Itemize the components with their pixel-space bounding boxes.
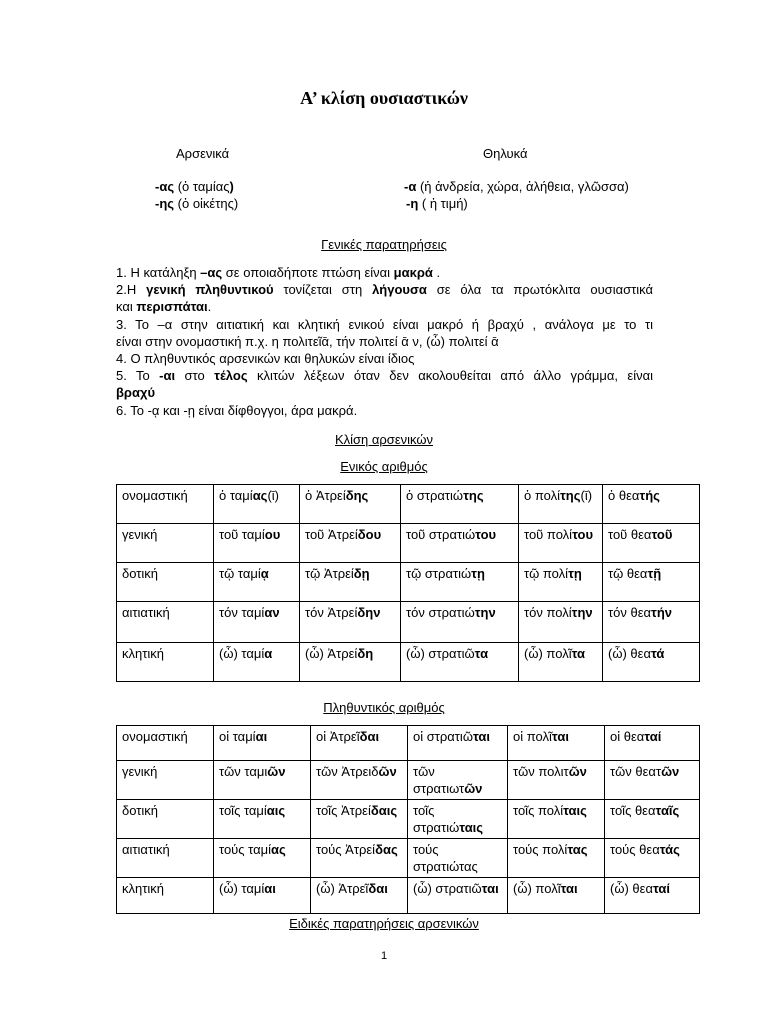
text-run: ὁ θεα (608, 488, 640, 503)
text-run: κλητική (122, 881, 164, 896)
bold-text: δαι (359, 729, 380, 744)
text-run: τῶν στρατιωτ (413, 764, 465, 796)
table-cell (214, 839, 311, 878)
bold-text: τα (571, 646, 586, 661)
text-run: τοῖς θεα (610, 803, 656, 818)
masculine-heading: Αρσενικά (176, 146, 230, 161)
masculine-ending-1 (155, 178, 238, 195)
text-run: 2.Η (116, 282, 147, 298)
bold-text: τα (474, 646, 489, 661)
text-run: (ὦ) πολῖ (513, 881, 561, 896)
text-run: (ὦ) Ἀτρεῖ (316, 881, 369, 896)
text-run: τόν στρατιώ (406, 605, 475, 620)
table-row (117, 726, 700, 761)
text-run: τούς θεα (610, 842, 660, 857)
table-cell (408, 800, 508, 839)
bold-text: τέλος (214, 368, 248, 384)
text-run: τοῦ ταμί (219, 527, 265, 542)
text-run: οἱ θεα (610, 729, 645, 744)
text-run: τῶν ταμι (219, 764, 268, 779)
bold-text: του (475, 527, 497, 542)
bold-text: ῶν (661, 764, 680, 779)
bold-text: ῶν (464, 781, 483, 796)
text-run: τοῦ Ἀτρεί (305, 527, 358, 542)
bold-text: της (463, 488, 484, 503)
text-run: και (116, 299, 137, 315)
text-run: τοῖς ταμί (219, 803, 267, 818)
text-run: τόν θεα (608, 605, 652, 620)
text-run: (ἡ ἀνδρεία, χώρα, ἀλήθεια, γλῶσσα) (416, 179, 629, 194)
bold-text: ταῖς (655, 803, 680, 818)
text-run: (ὦ) ταμί (219, 646, 265, 661)
text-run: δοτική (122, 803, 159, 818)
page-number: 1 (380, 950, 388, 962)
masculine-endings (155, 178, 238, 212)
bold-text: ται (551, 729, 569, 744)
bold-text: την (474, 605, 496, 620)
table-cell (401, 524, 519, 563)
text-run: ὁ ταμί (219, 488, 253, 503)
table-cell (214, 602, 300, 643)
text-run: στο (175, 368, 215, 384)
bold-text: τῃ (471, 566, 485, 581)
table-cell (603, 602, 700, 643)
table-cell (519, 643, 603, 682)
table-cell (605, 800, 700, 839)
text-run: (ὁ ταμίας (174, 179, 230, 194)
bold-text: δας (375, 842, 398, 857)
text-run: τῷ Ἀτρεί (305, 566, 354, 581)
text-run: κλητική (122, 646, 164, 661)
table-row (117, 563, 700, 602)
table-cell (300, 485, 401, 524)
singular-heading: Ενικός αριθμός (340, 459, 428, 474)
table-cell (311, 726, 408, 761)
text-run: τόν Ἀτρεί (305, 605, 358, 620)
text-run: 4. Ο πληθυντικός αρσενικών και θηλυκών είναι ίδιος (116, 351, 415, 367)
text-run: τοῦ θεα (608, 527, 652, 542)
bold-text: ται (481, 881, 499, 896)
table-cell (214, 643, 300, 682)
table-cell (519, 602, 603, 643)
bold-text: ου (264, 527, 281, 542)
text-run: ονομαστική (122, 729, 188, 744)
bold-text: περισπάται (136, 299, 208, 315)
table-cell (214, 726, 311, 761)
plural-table (116, 725, 700, 914)
table-cell (519, 485, 603, 524)
text-run: τῷ ταμί (219, 566, 261, 581)
case-label-cell (117, 761, 214, 800)
text-run: 5. Το (116, 368, 160, 384)
table-row (117, 602, 700, 643)
text-run: τῶν Ἀτρειδ (316, 764, 379, 779)
text-run: δοτική (122, 566, 159, 581)
bold-text: βραχύ (116, 385, 156, 401)
bold-text: ταις (563, 803, 587, 818)
text-run: (ὦ) Ἀτρεί (305, 646, 358, 661)
bold-text: αι (264, 881, 276, 896)
text-run: 6. Το -ᾳ και -ῃ είναι δίφθογγοι, άρα μακρά. (116, 402, 358, 418)
table-cell (605, 761, 700, 800)
table-cell (214, 878, 311, 914)
bold-text: τά (650, 646, 665, 661)
table-row (117, 524, 700, 563)
table-cell (508, 761, 605, 800)
special-observations-heading: Ειδικές παρατηρήσεις αρσενικών (289, 916, 479, 931)
text-run: οἱ Ἀτρεῖ (316, 729, 360, 744)
case-label-cell (117, 839, 214, 878)
table-cell (214, 485, 300, 524)
case-label-cell (117, 643, 214, 682)
text-run: (ὁ οἰκέτης) (174, 196, 239, 211)
text-run: τούς ταμί (219, 842, 272, 857)
bold-text: αν (264, 605, 280, 620)
table-cell (311, 800, 408, 839)
bold-text: δου (357, 527, 382, 542)
text-run: τονίζεται στη (273, 282, 373, 298)
bold-text: δην (357, 605, 381, 620)
text-run: τῷ θεα (608, 566, 648, 581)
table-cell (401, 602, 519, 643)
table-cell (214, 761, 311, 800)
document-title: Α’ κλίση ουσιαστικών (300, 88, 468, 108)
text-run: αιτιατική (122, 605, 170, 620)
table-cell (408, 878, 508, 914)
observation-line (116, 367, 653, 384)
observations-list (116, 264, 653, 419)
table-cell (401, 485, 519, 524)
bold-text: τοῦ (651, 527, 673, 542)
table-cell (300, 524, 401, 563)
case-label-cell (117, 563, 214, 602)
text-run: οἱ ταμί (219, 729, 256, 744)
text-run: (ὦ) στρατιῶ (413, 881, 482, 896)
feminine-ending-1 (404, 178, 629, 195)
table-row (117, 761, 700, 800)
text-run: τοῖς πολί (513, 803, 564, 818)
table-cell (508, 800, 605, 839)
table-cell (603, 485, 700, 524)
plural-heading: Πληθυντικός αριθμός (323, 700, 445, 715)
text-run: (ὦ) στρατιῶ (406, 646, 475, 661)
bold-text: γενική πληθυντικού (146, 282, 274, 298)
text-run: οἱ στρατιῶ (413, 729, 473, 744)
table-cell (408, 761, 508, 800)
bold-text: τῇ (647, 566, 662, 581)
singular-table (116, 484, 700, 682)
text-run: ( ἡ τιμή) (418, 196, 468, 211)
bold-text: ται (472, 729, 491, 744)
text-run: . (207, 299, 212, 315)
bold-text: λήγουσα (372, 282, 427, 298)
text-run: τούς στρατιώτας (413, 842, 478, 874)
table-cell (311, 761, 408, 800)
text-run: τῶν θεατ (610, 764, 662, 779)
observation-line (116, 350, 653, 367)
bold-text: ταί (644, 729, 662, 744)
text-run: σε οποιαδήποτε πτώση είναι (222, 265, 394, 280)
masculine-ending-2 (155, 195, 238, 212)
text-run: (ὦ) θεα (610, 881, 653, 896)
table-cell (401, 643, 519, 682)
table-cell (214, 563, 300, 602)
table-cell (300, 563, 401, 602)
bold-text: -η (406, 196, 419, 211)
bold-text: ταις (459, 820, 484, 835)
observation-line (116, 316, 653, 333)
table-cell (214, 524, 300, 563)
text-run: τούς Ἀτρεί (316, 842, 376, 857)
text-run: . (432, 265, 441, 280)
table-cell (300, 643, 401, 682)
text-run: (ῑ) (267, 488, 279, 503)
text-run: τόν ταμί (219, 605, 265, 620)
text-run: κλιτών λέξεων όταν δεν ακολουθείται από άλλο γράμμα, είναι (247, 368, 653, 384)
text-run: τῷ πολί (524, 566, 569, 581)
table-row (117, 839, 700, 878)
text-run: τοῖς Ἀτρεί (316, 803, 371, 818)
bold-text: ται (560, 881, 578, 896)
text-run: γενική (122, 764, 158, 779)
bold-text: τάς (659, 842, 680, 857)
text-run: 3. Το –α στην αιτιατική και κλητική ενικού είναι μακρό ή βραχύ , ανάλογα με το τι (116, 316, 653, 332)
text-run: (ὦ) θεα (608, 646, 651, 661)
table-cell (603, 643, 700, 682)
table-cell (605, 878, 700, 914)
table-cell (508, 878, 605, 914)
text-run: ονομαστική (122, 488, 188, 503)
bold-text: ταί (652, 881, 671, 896)
text-run: είναι στην ονομαστική π.χ. η πολιτεῖᾱ, τήν πολιτεί ᾱ ν, (ὦ) πολιτεί ᾱ (116, 333, 499, 349)
table-row (117, 643, 700, 682)
bold-text: ) (229, 179, 234, 194)
table-row (117, 800, 700, 839)
bold-text: δαις (370, 803, 398, 818)
case-label-cell (117, 800, 214, 839)
table-row (117, 878, 700, 914)
table-cell (300, 602, 401, 643)
observation-line (116, 384, 653, 401)
bold-text: δαι (368, 881, 388, 896)
bold-text: -α (404, 179, 417, 194)
case-label-cell (117, 726, 214, 761)
table-cell (214, 800, 311, 839)
case-label-cell (117, 878, 214, 914)
bold-text: δῃ (353, 566, 370, 581)
bold-text: του (572, 527, 594, 542)
bold-text: μακρά (393, 265, 433, 280)
table-cell (603, 563, 700, 602)
bold-text: –ας (200, 265, 223, 280)
text-run: τῷ στρατιώ (406, 566, 472, 581)
table-cell (519, 524, 603, 563)
bold-text: ᾳ (260, 566, 269, 581)
case-label-cell (117, 524, 214, 563)
feminine-ending-2 (404, 195, 629, 212)
text-run: τοῖς στρατιώ (413, 803, 460, 835)
text-run: τοῦ πολί (524, 527, 573, 542)
observation-line (116, 281, 653, 298)
bold-text: -αι (159, 368, 176, 384)
text-run: ὁ Ἀτρεί (305, 488, 346, 503)
text-run: (ὦ) ταμί (219, 881, 265, 896)
bold-text: της (560, 488, 581, 503)
table-cell (508, 839, 605, 878)
text-run: (ῑ) (580, 488, 593, 503)
text-run: σε όλα τα πρωτόκλιτα ουσιαστικά (426, 282, 654, 298)
observation-line (116, 264, 653, 281)
text-run: τοῦ στρατιώ (406, 527, 476, 542)
bold-text: -ας (155, 179, 175, 194)
case-label-cell (117, 602, 214, 643)
table-cell (408, 726, 508, 761)
text-run: 1. Η κατάληξη (116, 265, 201, 280)
bold-text: τῃ (568, 566, 582, 581)
text-run: τόν πολί (524, 605, 572, 620)
bold-text: δη (357, 646, 374, 661)
text-run: ὁ πολί (524, 488, 560, 503)
bold-text: αις (266, 803, 286, 818)
bold-text: την (571, 605, 593, 620)
bold-text: ῶν (568, 764, 587, 779)
observation-line (116, 402, 653, 419)
table-cell (508, 726, 605, 761)
general-observations-heading: Γενικές παρατηρήσεις (321, 237, 447, 252)
masculine-declension-heading: Κλίση αρσενικών (334, 432, 434, 447)
table-cell (519, 563, 603, 602)
text-run: γενική (122, 527, 158, 542)
bold-text: ῶν (378, 764, 397, 779)
bold-text: τήν (651, 605, 673, 620)
text-run: αιτιατική (122, 842, 170, 857)
bold-text: α (264, 646, 273, 661)
table-row (117, 485, 700, 524)
table-cell (605, 726, 700, 761)
bold-text: αι (255, 729, 268, 744)
bold-text: ας (252, 488, 268, 503)
text-run: ὁ στρατιώ (406, 488, 464, 503)
text-run: τούς πολί (513, 842, 568, 857)
text-run: (ὦ) πολῖ (524, 646, 572, 661)
text-run: τῶν πολιτ (513, 764, 569, 779)
table-cell (408, 839, 508, 878)
bold-text: δης (345, 488, 369, 503)
table-cell (603, 524, 700, 563)
bold-text: τής (639, 488, 660, 503)
observation-line (116, 333, 653, 350)
feminine-endings (404, 178, 629, 212)
bold-text: τας (567, 842, 588, 857)
bold-text: ας (271, 842, 286, 857)
table-cell (401, 563, 519, 602)
table-cell (311, 878, 408, 914)
case-label-cell (117, 485, 214, 524)
bold-text: ῶν (267, 764, 286, 779)
observation-line (116, 298, 653, 315)
text-run: οἱ πολῖ (513, 729, 552, 744)
feminine-heading: Θηλυκά (483, 146, 528, 161)
bold-text: -ης (155, 196, 175, 211)
table-cell (605, 839, 700, 878)
table-cell (311, 839, 408, 878)
